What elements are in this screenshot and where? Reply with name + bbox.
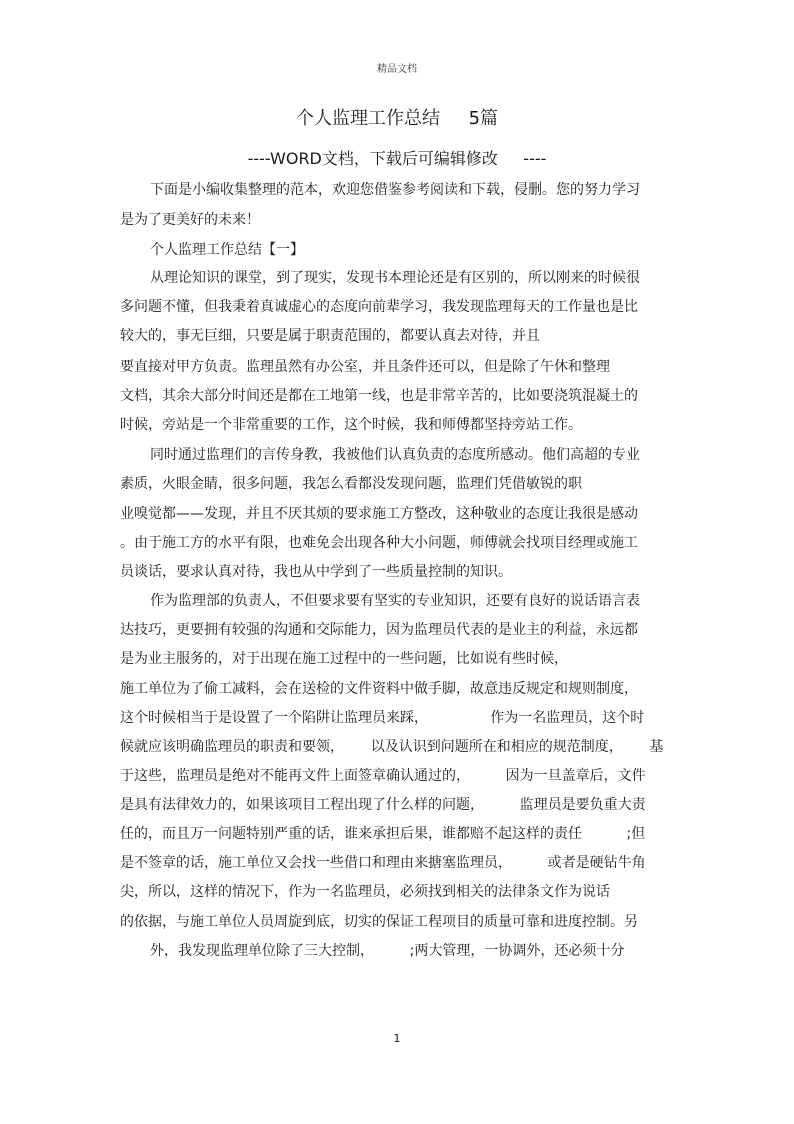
body-line: 达技巧，更要拥有较强的沟通和交际能力，因为监理员代表的是业主的利益，永远都 [120, 622, 638, 638]
body-line: 于这些，监理员是绝对不能再文件上面签章确认通过的， 因为一旦盖章后，文件 [120, 768, 646, 784]
body-line: 尖，所以，这样的情况下，作为一名监理员，必须找到相关的法律条文作为说话 [120, 884, 610, 900]
page-header: 精品文档 [377, 64, 417, 75]
body-line: 多问题不懂，但我秉着真诚虚心的态度向前辈学习，我发现监理每天的工作量也是比 [120, 299, 638, 315]
document-subtitle: ----WORD文档，下载后可编辑修改 ---- [247, 149, 547, 168]
body-line: 。由于施工方的水平有限，也难免会出现各种大小问题，师傅就会找项目经理或施工 [120, 535, 638, 551]
body-line: 作为监理部的负责人，不但要求要有坚实的专业知识，还要有良好的说话语言表 [150, 593, 640, 609]
body-line: 较大的，事无巨细，只要是属于职责范围的，都要认真去对待，并且 [120, 328, 540, 344]
body-line: 施工单位为了偷工减料，会在送检的文件资料中做手脚，故意违反规定和规则制度， [120, 681, 638, 697]
body-line: 同时通过监理们的言传身教，我被他们认真负责的态度所感动。他们高超的专业 [150, 447, 640, 463]
body-line: 的依据，与施工单位人员周旋到底，切实的保证工程项目的质量可靠和进度控制。另 [120, 914, 638, 930]
body-line: 候就应该明确监理员的职责和要领， 以及认识到问题所在和相应的规范制度， 基 [120, 739, 664, 755]
body-line: 员谈话，要求认真对待，我也从中学到了一些质量控制的知识。 [120, 564, 512, 580]
section-heading: 个人监理工作总结【一】 [150, 242, 304, 258]
body-line: 任的，而且万一问题特别严重的话，谁来承担后果，谁都赔不起这样的责任 ;但 [120, 826, 646, 842]
body-line: 下面是小编收集整理的范本，欢迎您借鉴参考阅读和下载，侵删。您的努力学习 [150, 182, 640, 198]
body-line: 是具有法律效力的，如果该项目工程出现了什么样的问题， 监理员是要负重大责 [120, 797, 646, 813]
body-line: 素质，火眼金睛，很多问题，我怎么看都没发现问题，监理们凭借敏锐的职 [120, 476, 582, 492]
body-line: 时候，旁站是一个非常重要的工作，这个时候，我和师傅都坚持旁站工作。 [120, 417, 582, 433]
page-number: 1 [393, 1032, 401, 1045]
body-line: 业嗅觉都——发现，并且不厌其烦的要求施工方整改，这种敬业的态度让我很是感动 [120, 506, 638, 522]
document-title: 个人监理工作总结 5篇 [295, 108, 499, 129]
body-line: 这个时候相当于是设置了一个陷阱让监理员来踩， 作为一名监理员，这个时 [120, 710, 645, 726]
body-line: 文档，其余大部分时间还是都在工地第一线，也是非常辛苦的，比如要浇筑混凝土的 [120, 388, 638, 404]
body-line: 从理论知识的课堂，到了现实，发现书本理论还是有区别的，所以刚来的时候很 [150, 270, 640, 286]
body-line: 是不签章的话，施工单位又会找一些借口和理由来搪塞监理员， 或者是硬钻牛角 [120, 855, 646, 871]
body-line: 是为业主服务的，对于出现在施工过程中的一些问题，比如说有些时候， [120, 651, 568, 667]
body-line: 要直接对甲方负责。监理虽然有办公室，并且条件还可以，但是除了午休和整理 [120, 359, 610, 375]
body-line: 是为了更美好的未来！ [120, 212, 260, 228]
body-line: 外，我发现监理单位除了三大控制， ;两大管理，一协调外，还必须十分 [150, 943, 625, 959]
